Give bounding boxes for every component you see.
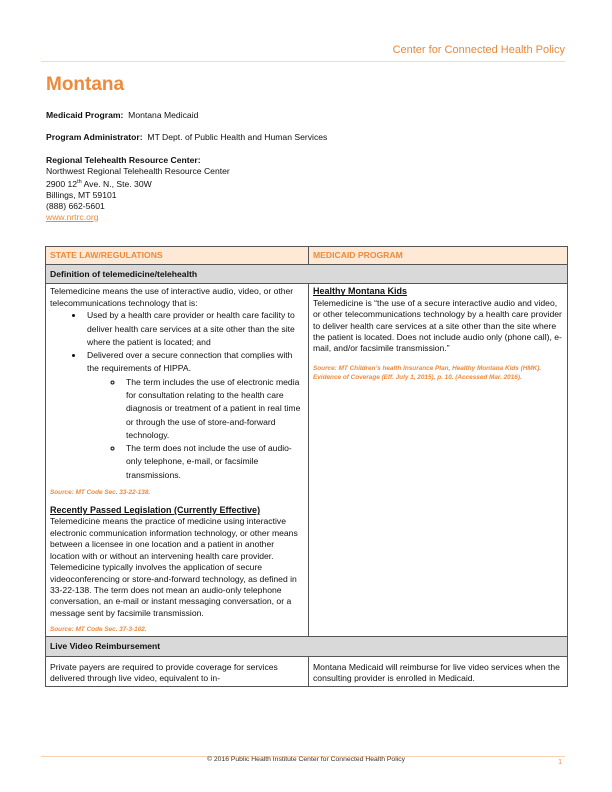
rtrc-address [46,179,152,189]
recent-legislation-heading: Recently Passed Legislation (Currently Effective) [50,505,261,516]
medicaid-program-line [46,110,198,121]
column-header-medicaid: MEDICAID PROGRAM [309,247,568,265]
rtrc-city: Billings, MT 59101 [46,189,117,200]
list-item: ◦ The term does not include the use of audio-only telephone, e-mail, or facsimile transmissions. [123,442,304,482]
source-citation: Source: MT Code Sec. 37-3-102. [50,626,147,634]
medicaid-program-value: Montana Medicaid [128,110,199,120]
rtrc-website-link[interactable]: www.nrtrc.org [46,211,99,222]
rtrc-name: Northwest Regional Telehealth Resource Center [46,166,230,176]
table-row [46,656,568,687]
recent-legislation-text: Telemedicine means the practice of medicine using interactive electronic communication information technology, or other means between a licensee in one location and a patient in another location with or without an intervening health care provider. Telemedicine typically involves the application of secure videoconferencing or store-and-forward technology, as defined in 33-22-138. The term does not mean an audio-only telephone conversation, an e-mail or instant messaging conversation, or a message sent by facsimile transmission. [50,516,298,618]
medicaid-program-label: Medicaid Program: [46,110,124,120]
program-administrator-value: MT Dept. of Public Health and Human Services [147,132,328,142]
live-video-state-law-cell: Private payers are required to provide coverage for services delivered through live video, equivalent to in- [46,656,309,687]
healthy-montana-kids-text: Telemedicine is “the use of a secure interactive audio and video, or other telecommunications technology by a health care provider to deliver health care services at a site other than the site where the patient is located. Does not include audio only (phone call), e-mail, and/or facsimile transmission.” [313,297,562,354]
list-item [84,349,304,482]
header-divider [41,61,565,62]
list-item: ◦ The term includes the use of electronic media for consultation relating to the health care diagnosis or treatment of a patient in real time or through the use of store-and-forward technology. [123,376,304,442]
page-number: 1 [558,759,562,766]
source-citation: Source: MT Children’s health Insurance Plan, Healthy Montana Kids (HMK). Evidence of Coverage (Eff. July 1, 2015), p. 10. (Accessed Mar. 2016). [313,364,542,381]
list-item: • Used by a health care provider or health care facility to deliver health care services at a site other than the site where the patient is located; and [84,309,304,349]
section-title-definition: Definition of telemedicine/telehealth [46,265,568,284]
section-title-live-video: Live Video Reimbursement [46,637,568,656]
definition-medicaid-cell [309,284,568,637]
definition-intro: Telemedicine means the use of interactive audio, video, or other telecommunications technology that is: [50,286,294,308]
program-administrator-line [46,132,327,143]
live-video-medicaid-cell: Montana Medicaid will reimburse for live video services when the consulting provider is enrolled in Medicaid. [309,656,568,687]
rtrc-address-street: Ave. N., Ste. 30W [81,178,152,189]
footer-copyright: © 2016 Public Health Institute Center for Connected Health Policy [206,756,406,763]
definition-sub-bullet-list [87,376,304,482]
list-item-text: Delivered over a secure connection that complies with the requirements of HIPPA. [87,350,293,374]
policy-table [45,246,568,687]
rtrc-block [46,155,230,223]
column-header-state-law: STATE LAW/REGULATIONS [46,247,309,265]
rtrc-address-suffix: th [77,179,82,185]
definition-state-law-cell [46,284,309,637]
program-administrator-label: Program Administrator: [46,132,143,142]
definition-bullet-list [50,309,304,482]
header-organization: Center for Connected Health Policy [392,44,565,56]
page-title: Montana [46,74,125,95]
section-row [46,637,568,656]
section-row [46,265,568,284]
table-header-row [46,247,568,265]
rtrc-phone: (888) 662-5601 [46,200,105,211]
rtrc-address-number: 2900 12 [46,178,78,189]
source-citation: Source: MT Code Sec. 33-22-138. [50,489,151,497]
healthy-montana-kids-heading: Healthy Montana Kids [313,286,408,297]
rtrc-label: Regional Telehealth Resource Center: [46,155,201,165]
table-row [46,284,568,637]
